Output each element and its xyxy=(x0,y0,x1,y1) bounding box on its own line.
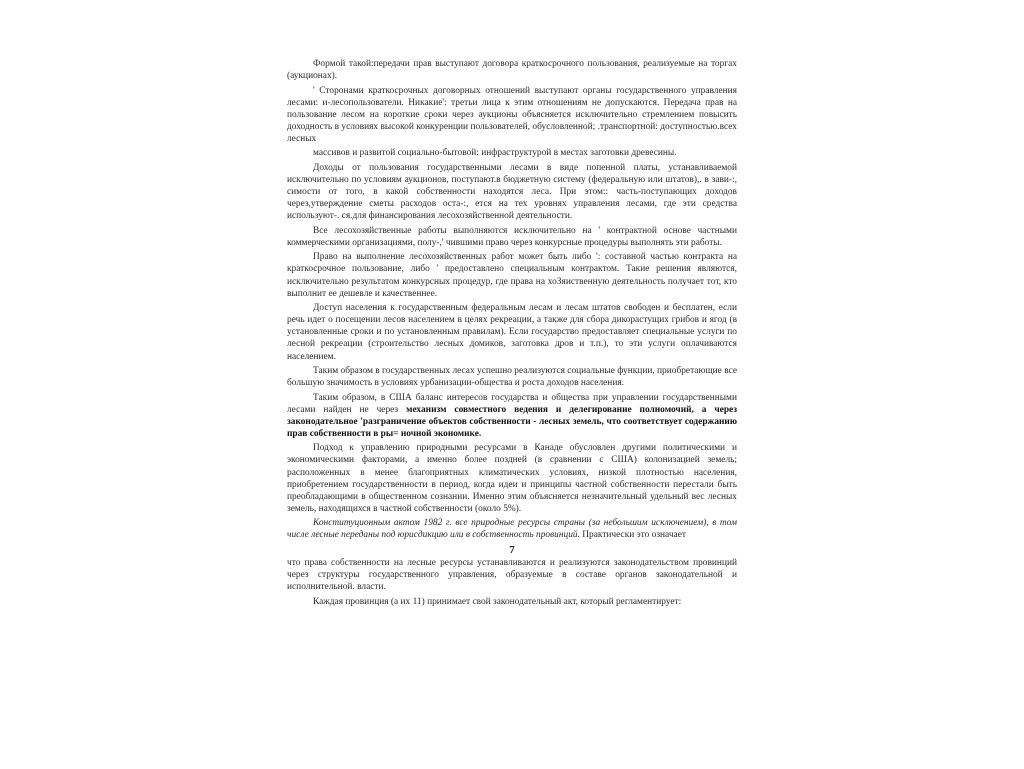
paragraph: массивов и развитой социально-бытовой: инфраструктурой в местах заготовки древесины. xyxy=(313,148,677,159)
paragraph: Каждая провинция (а их 11) принимает свой законодательный акт, который регламентирует: xyxy=(313,596,682,607)
paragraph-text: Таким образом, в США баланс интересов государства и общества при управлении государственными лесами найден не через xyxy=(287,392,737,415)
page-number: 7 xyxy=(509,543,515,556)
italic-text: Конституционным актом 1982 г. все природные ресурсы страны (за небольшим исключением), в том числе лесные переданы под юрисдикцию или в собственность провинций. xyxy=(287,518,737,541)
paragraph-text: Практически это означает xyxy=(579,530,686,541)
paragraph: Формой такой:передачи прав выступают договора краткосрочного пользования, реализуемые на торгах (аукционах). xyxy=(287,59,737,82)
paragraph: Доходы от пользования государственными лесами в виде попенной платы, устанавливаемой исключительно по условиям аукционов, поступают.в бюджетную систему (федеральную или штатов),. в зави-:, симости от того, в какой собственности находятся леса. При этом:: часть-поступающих доходов через,утверждение сметы расходов оста-:, ется на тех уровнях управления лесами, где эти средства используют-. ся.для финансирования лесохозяйственной деятельности. xyxy=(287,162,737,222)
bold-text: механизм совместного ведения и делегирование полномочий, а через законодательное 'разграничение объектов собственности - лесных земель, что соответствует содержанию прав собственности в ры= ночной экономике. xyxy=(287,404,737,439)
paragraph xyxy=(287,392,737,440)
paragraph: Доступ населения к государственным федеральным лесам и лесам штатов свободен и бесплатен, если речь идет о посещении лесов населением в целях рекреации, а также для сбора дикорастущих грибов и ягод (в установленные сроки и по установленным правилам). Если государство предоставляет специальные услуги по лесной рекреации (строительство лесных домиков, заготовка дров и т.п.), то эти услуги оплачиваются населением. xyxy=(287,303,737,362)
paragraph: Право на выполнение лесохозяйственных работ может быть либо ': составной частью контракта на краткосрочное пользование, либо ' предоставлено специальным контрактом. Такие решения являются, исключительно результатом конкурсных процедур, где права на хоЗяиственную деятельность получает тот, кто выполнит ее дешевле и качественнее. xyxy=(287,252,737,299)
paragraph: Таким образом в государственных лесах успешно реализуются социальные функции, приобретающие все большую значимость в условиях урбанизации-общества и роста доходов населения. xyxy=(287,365,737,389)
paragraph: что права собственности на лесные ресурсы устанавливаются и реализуются законодательством провинций через структуры государственного управления, образуемые в составе органов законодательной и исполнительной. власти. xyxy=(287,557,737,593)
document-page xyxy=(287,58,737,748)
paragraph xyxy=(287,517,737,541)
paragraph: Подход к управлению природными ресурсами в Канаде обусловлен другими политическими и экономическими факторами, а именно более поздней (в сравнении с США) колонизацией земель; расположенных в менее благоприятных климатических условиях, низкой плотностью населения, приобретением государственности в период, когда идеи и принципы частной собственности перестали быть преобладающими в общественном сознании. Именно этим объясняется незначительный удельный вес лесных земель, находящихся в частной собственности (около 5%). xyxy=(287,443,737,514)
paragraph: Все лесохозяйственные работы выполняются исключительно на ' контрактной основе частными коммерческими организациями, полу-,' чившими право через конкурсные процедуры выполнять эти работы. xyxy=(287,225,737,248)
paragraph: ' Сторонами краткосрочных договорных отношений выступают органы государственного управления лесами: и-лесопользователи. Никакие': третьи лица к этим отношениям не допускаются. Передача прав на пользование лесом на короткие сроки через аукционы объясняется исключительно стремлением повысить доходность в условиях высокой конкуренции пользователей, обусловленной; .транспортной: доступностью.всех лесных xyxy=(287,85,737,144)
